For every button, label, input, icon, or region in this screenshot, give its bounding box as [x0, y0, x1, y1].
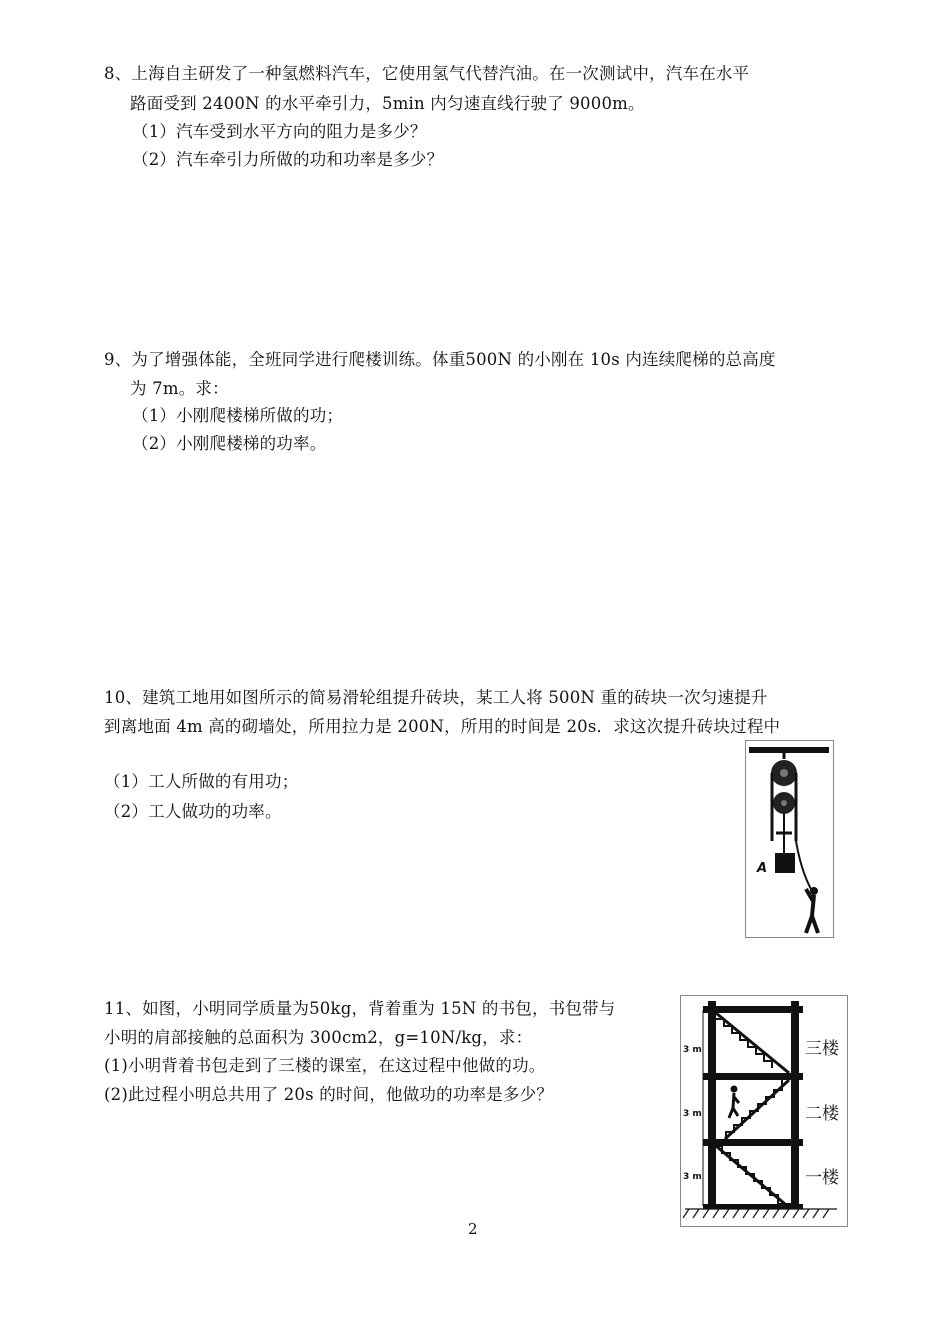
block-label: A — [757, 861, 768, 876]
worker-head — [810, 887, 818, 895]
height-label-2: 3 m — [683, 1109, 702, 1119]
q9-subquestion-2: （2）小刚爬楼梯的功率。 — [132, 434, 327, 453]
page-number: 2 — [468, 1220, 478, 1238]
building-figure — [680, 995, 848, 1227]
pulley-figure — [745, 740, 834, 938]
q11-subquestion-2: (2)此过程小明总共用了 20s 的时间，他做功的功率是多少？ — [104, 1085, 554, 1104]
left-column — [708, 1001, 716, 1208]
q10-subquestion-2: （2）工人做功的功率。 — [104, 802, 282, 821]
building-diagram — [681, 996, 847, 1226]
roof-slab — [703, 1006, 803, 1013]
q9-subquestion-1: （1）小刚爬楼梯所做的功； — [132, 406, 344, 425]
worker-body — [806, 889, 818, 933]
ceiling-beam — [749, 747, 829, 753]
q11-line-1: 11、如图，小明同学质量为50kg，背着重为 15N 的书包，书包带与 — [104, 999, 616, 1018]
floor-1-label: 一楼 — [805, 1168, 839, 1188]
floor-2-slab — [703, 1139, 803, 1146]
q9-line-2: 为 7m。求： — [130, 379, 229, 398]
q9-line-1: 9、为了增强体能，全班同学进行爬楼训练。体重500N 的小刚在 10s 内连续爬梯的总高度 — [104, 350, 776, 369]
height-label-3: 3 m — [683, 1045, 702, 1055]
q11-line-2: 小明的肩部接触的总面积为 300cm2，g=10N/kg，求： — [104, 1028, 533, 1047]
height-label-1: 3 m — [683, 1172, 702, 1182]
q10-line-2: 到离地面 4m 高的砌墙处，所用拉力是 200N，所用的时间是 20s．求这次提升砖块过程中 — [104, 717, 781, 736]
q8-line-1: 8、上海自主研发了一种氢燃料汽车，它使用氢气代替汽油。在一次测试中，汽车在水平 — [104, 64, 750, 83]
ground-hatching — [683, 1209, 837, 1218]
stairs-floor-3 — [716, 1013, 789, 1073]
brick-block-a — [775, 853, 795, 873]
q10-line-1: 10、建筑工地用如图所示的简易滑轮组提升砖块，某工人将 500N 重的砖块一次匀速提升 — [104, 688, 768, 707]
q8-line-2: 路面受到 2400N 的水平牵引力，5min 内匀速直线行驶了 9000m。 — [130, 94, 645, 113]
pull-rope — [796, 841, 812, 891]
pulley-diagram — [746, 741, 833, 937]
q8-subquestion-1: （1）汽车受到水平方向的阻力是多少？ — [132, 122, 427, 141]
floor-3-label: 三楼 — [805, 1039, 839, 1059]
person-head — [731, 1086, 738, 1093]
right-column — [791, 1001, 799, 1208]
q11-subquestion-1: (1)小明背着书包走到了三楼的课室，在这过程中他做的功。 — [104, 1056, 546, 1075]
q8-subquestion-2: （2）汽车牵引力所做的功和功率是多少？ — [132, 150, 444, 169]
q10-subquestion-1: （1）工人所做的有用功； — [104, 772, 299, 791]
person-body — [729, 1093, 739, 1118]
floor-2-label: 二楼 — [805, 1104, 839, 1124]
